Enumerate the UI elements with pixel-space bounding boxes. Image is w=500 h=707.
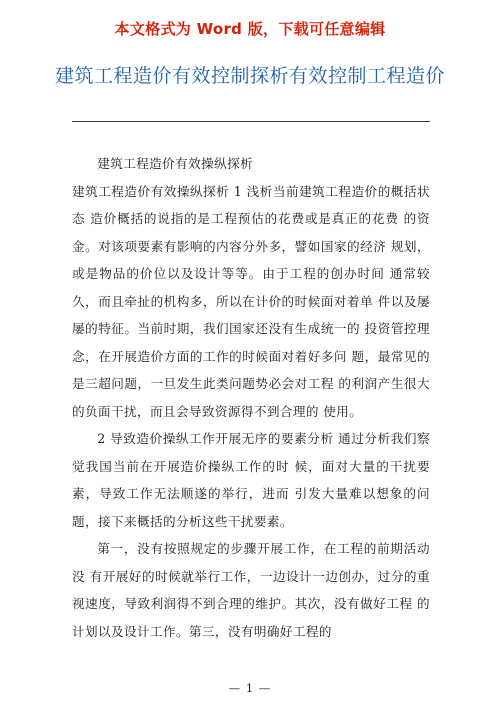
body-paragraph: 第一，没有按照规定的步骤开展工作，在工程的前期活动没 有开展好的时候就举行工作，一边设计一边创办，过分的重 视速度，导致利润得不到合理的维护。其次，没有做好工程 的计划以及设计工作。第三，没有明确好工程的 [72,541,430,639]
title-divider [72,121,430,122]
body-paragraph: 2 导致造价操纵工作开展无序的要素分析 通过分析我们察觉我国当前在开展造价操纵工作的时 候，面对大量的干扰要素，导致工作无法顺遂的举行，进而 引发大量难以想象的问题，接下来概括的分析这些干扰要素。 [72,431,430,529]
body-paragraph-heading: 建筑工程造价有效操纵探析 [97,156,254,171]
document-title: 建筑工程造价有效控制探析有效控制工程造价 [54,65,445,87]
body-paragraph: 建筑工程造价有效操纵探析 1 浅析当前建筑工程造价的概括状态 造价概括的说指的是工程预估的花费或是真正的花费 的资金。对该项要素有影响的内容分外多，譬如国家的经济 规划，或是物品的价位以及设计等等。由于工程的创办时间 通常较久，而且牵扯的机构多，所以在计价的时候面对着单 件以及屡屡的特征。当前时期，我们国家还没有生成统一的 投资管控理念，在开展造价方面的工作的时候面对着好多问 题，最常见的是三超问题，一旦发生此类问题势必会对工程 的利润产生很大的负面干扰，而且会导致资源得不到合理的 使用。 [72,183,430,419]
page-number: — 1 — [228,681,272,695]
document-body [72,150,430,645]
document-banner: 本文格式为 Word 版，下载可任意编辑 [114,20,386,38]
